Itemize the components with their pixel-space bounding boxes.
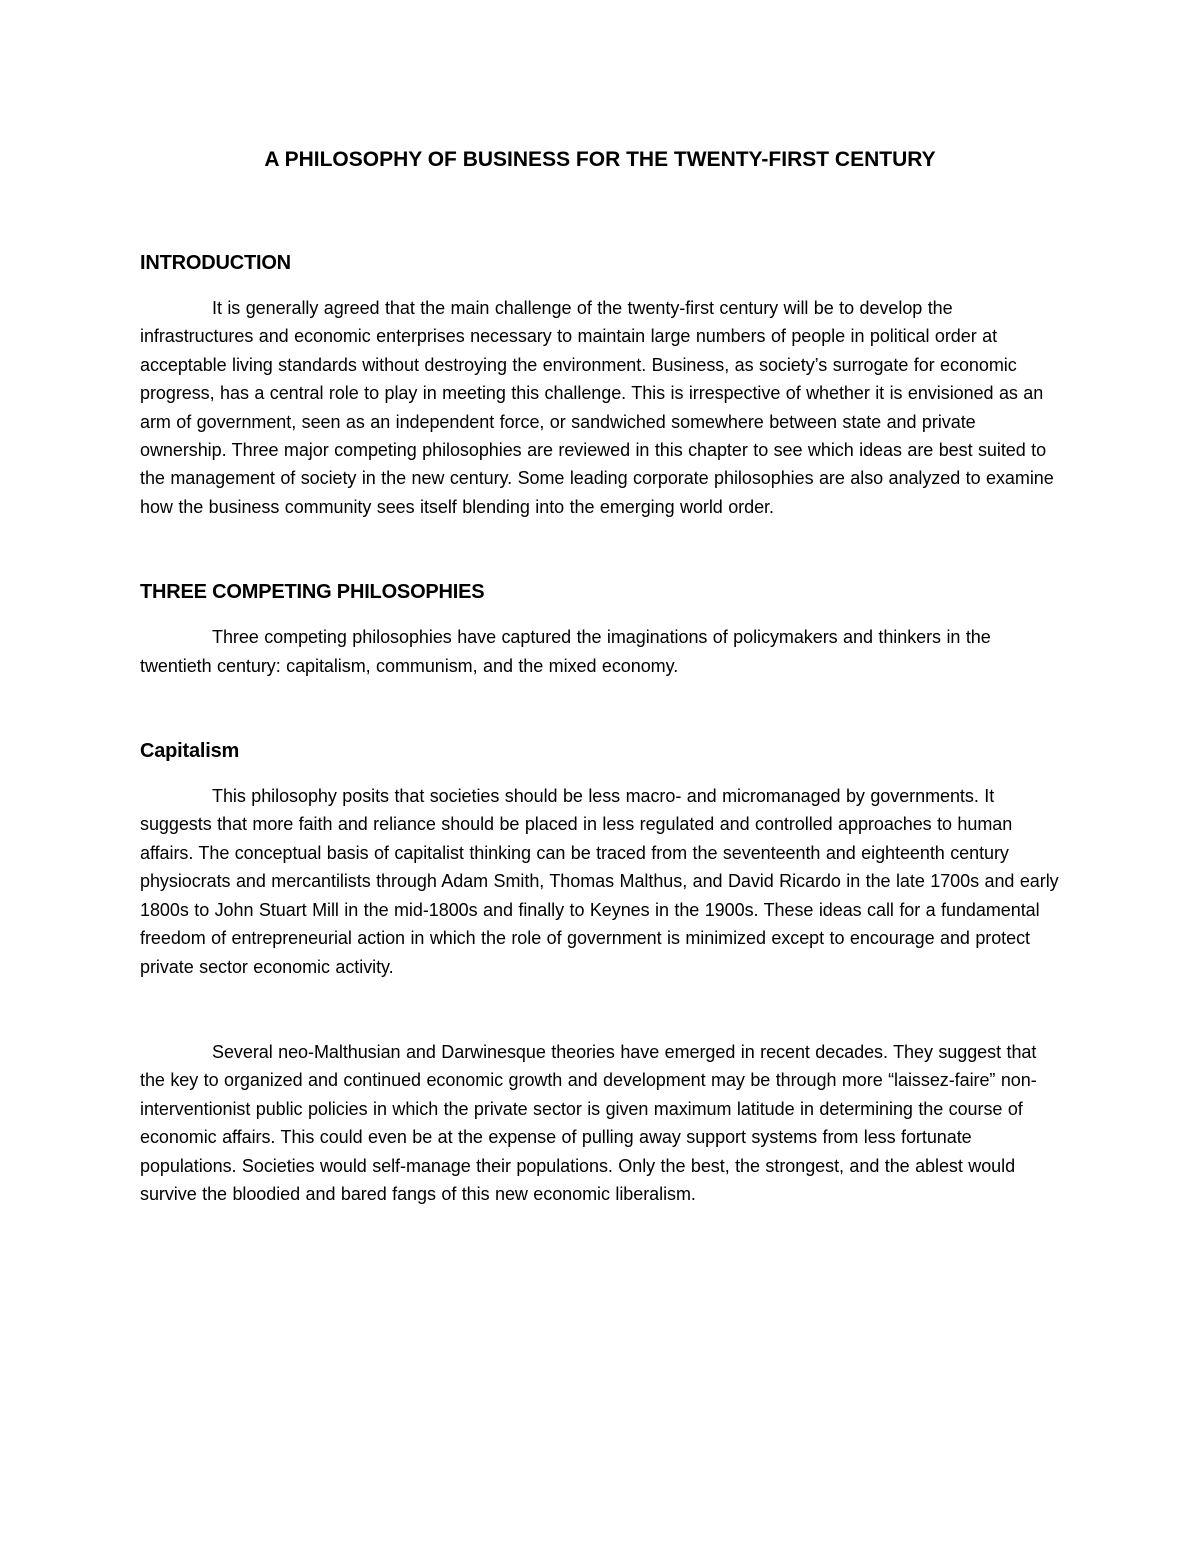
document-body <box>140 146 1060 1208</box>
paragraph-capitalism-2: Several neo-Malthusian and Darwinesque theories have emerged in recent decades. They suggest that the key to organized and continued economic growth and development may be through more “laissez-faire” non-interventionist public policies in which the private sector is given maximum latitude in determining the course of economic affairs. This could even be at the expense of pulling away support systems from less fortunate populations. Societies would self-manage their populations. Only the best, the strongest, and the ablest would survive the bloodied and bared fangs of this new economic liberalism. <box>140 1041 1037 1204</box>
heading-introduction: INTRODUCTION <box>140 252 291 274</box>
paragraph-introduction: It is generally agreed that the main challenge of the twenty-first century will be to develop the infrastructures and economic enterprises necessary to maintain large numbers of people in political order at acceptable living standards without destroying the environment. Business, as society’s surrogate for economic progress, has a central role to play in meeting this challenge. This is irrespective of whether it is envisioned as an arm of government, seen as an independent force, or sandwiched somewhere between state and private ownership. Three major competing philosophies are reviewed in this chapter to see which ideas are best suited to the management of society in the new century. Some leading corporate philosophies are also analyzed to examine how the business community sees itself blending into the emerging world order. <box>140 298 1054 517</box>
document-title: A PHILOSOPHY OF BUSINESS FOR THE TWENTY-FIRST CENTURY <box>264 148 936 171</box>
heading-three-competing-philosophies: THREE COMPETING PHILOSOPHIES <box>140 581 485 604</box>
paragraph-capitalism-1: This philosophy posits that societies should be less macro- and micromanaged by governments. It suggests that more faith and reliance should be placed in less regulated and controlled approaches to human affairs. The conceptual basis of capitalist thinking can be traced from the seventeenth and eighteenth century physiocrats and mercantilists through Adam Smith, Thomas Malthus, and David Ricardo in the late 1700s and early 1800s to John Stuart Mill in the mid-1800s and finally to Keynes in the 1900s. These ideas call for a fundamental freedom of entrepreneurial action in which the role of government is minimized except to encourage and protect private sector economic activity. <box>140 786 1059 977</box>
paragraph-three-competing-philosophies: Three competing philosophies have captured the imaginations of policymakers and thinkers in the twentieth century: capitalism, communism, and the mixed economy. <box>140 627 991 676</box>
heading-capitalism: Capitalism <box>140 740 240 763</box>
